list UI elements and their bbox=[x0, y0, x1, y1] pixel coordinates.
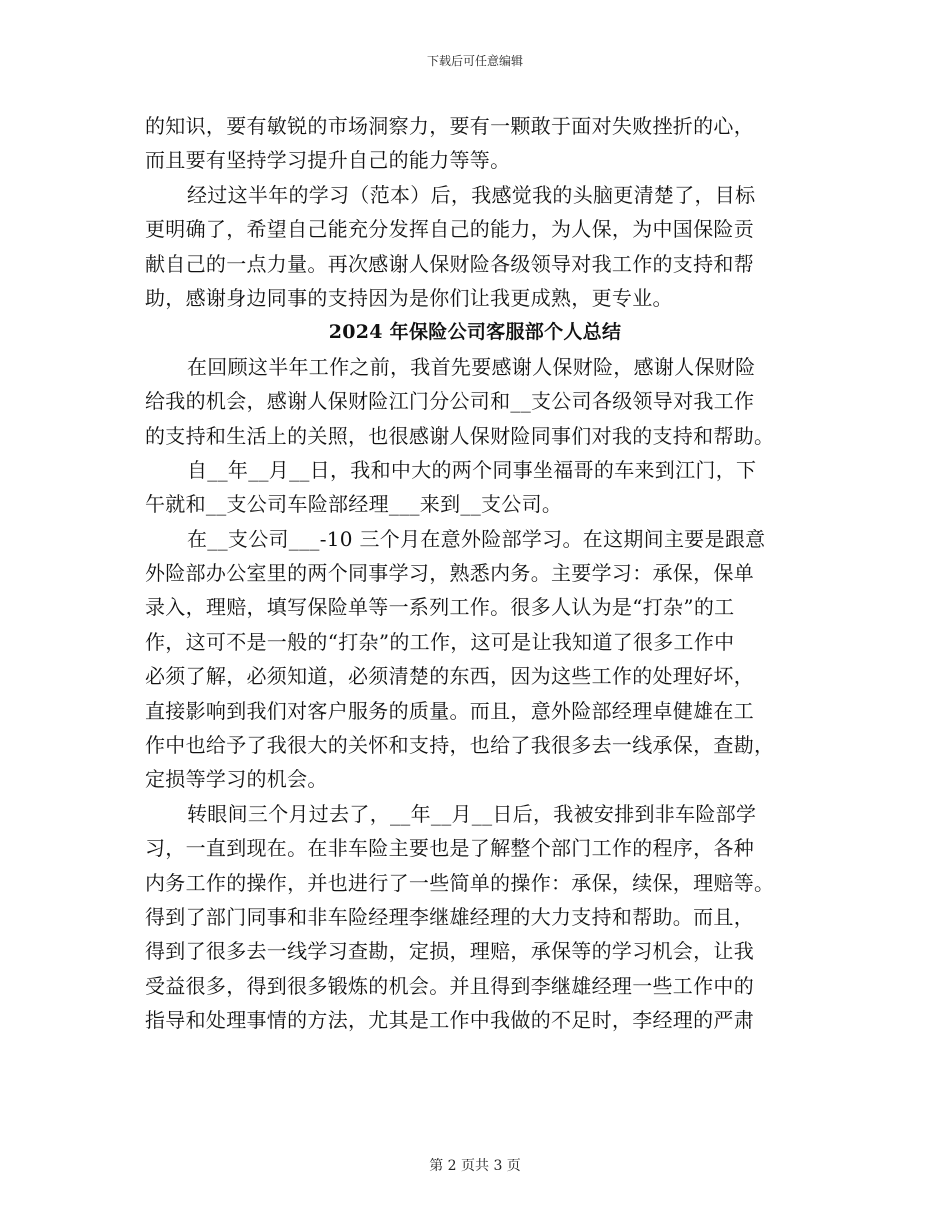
page-footer: 第 2 页共 3 页 bbox=[429, 1158, 521, 1174]
text-line: 更明确了，希望自己能充分发挥自己的能力，为人保，为中国保险贡 bbox=[145, 217, 754, 242]
text-line: 定损等学习的机会。 bbox=[145, 767, 328, 792]
text-line: 作中也给予了我很大的关怀和支持，也给了我很多去一线承保，查勘， bbox=[145, 733, 775, 758]
text-line: 外险部办公室里的两个同事学习，熟悉内务。主要学习：承保，保单 bbox=[145, 561, 754, 586]
text-line: 而且要有坚持学习提升自己的能力等等。 bbox=[145, 148, 511, 173]
text-line: 助，感谢身边同事的支持因为是你们让我更成熟，更专业。 bbox=[145, 285, 673, 310]
text-line: 得到了很多去一线学习查勘，定损，理赔，承保等的学习机会，让我 bbox=[145, 939, 754, 964]
text-line: 的支持和生活上的关照，也很感谢人保财险同事们对我的支持和帮助。 bbox=[145, 423, 775, 448]
text-line: 在__支公司___-10 三个月在意外险部学习。在这期间主要是跟意 bbox=[187, 526, 766, 551]
document-body bbox=[145, 109, 805, 1038]
text-line: 午就和__支公司车险部经理___来到__支公司。 bbox=[145, 492, 563, 517]
text-line: 录入，理赔，填写保险单等一系列工作。很多人认为是“打杂”的工 bbox=[145, 595, 735, 620]
text-line: 转眼间三个月过去了，__年__月__日后，我被安排到非车险部学 bbox=[187, 801, 757, 826]
text-line: 在回顾这半年工作之前，我首先要感谢人保财险，感谢人保财险 bbox=[187, 354, 756, 379]
text-line: 自__年__月__日，我和中大的两个同事坐福哥的车来到江门，下 bbox=[187, 457, 757, 482]
text-line: 内务工作的操作，并也进行了一些简单的操作：承保，续保，理赔等。 bbox=[145, 870, 775, 895]
text-line: 的知识，要有敏锐的市场洞察力，要有一颗敢于面对失败挫折的心， bbox=[145, 114, 754, 138]
text-line: 经过这半年的学习（范本）后，我感觉我的头脑更清楚了，目标 bbox=[187, 182, 756, 207]
section-title: 2024 年保险公司客服部个人总结 bbox=[328, 321, 622, 344]
text-line: 受益很多，得到很多锻炼的机会。并且得到李继雄经理一些工作中的 bbox=[145, 973, 754, 998]
text-line: 得到了部门同事和非车险经理李继雄经理的大力支持和帮助。而且， bbox=[145, 904, 754, 929]
page-header: 下载后可任意编辑 bbox=[426, 54, 523, 68]
text-line: 指导和处理事情的方法，尤其是工作中我做的不足时，李经理的严肃 bbox=[145, 1008, 754, 1033]
text-line: 给我的机会，感谢人保财险江门分公司和__支公司各级领导对我工作 bbox=[145, 389, 755, 414]
text-line: 直接影响到我们对客户服务的质量。而且，意外险部经理卓健雄在工 bbox=[145, 698, 754, 723]
text-line: 必须了解，必须知道，必须清楚的东西，因为这些工作的处理好坏， bbox=[145, 664, 754, 689]
text-line: 献自己的一点力量。再次感谢人保财险各级领导对我工作的支持和帮 bbox=[145, 251, 754, 276]
text-line: 作，这可不是一般的“打杂”的工作，这可是让我知道了很多工作中 bbox=[145, 629, 735, 654]
text-line: 习，一直到现在。在非车险主要也是了解整个部门工作的程序，各种 bbox=[145, 836, 754, 861]
